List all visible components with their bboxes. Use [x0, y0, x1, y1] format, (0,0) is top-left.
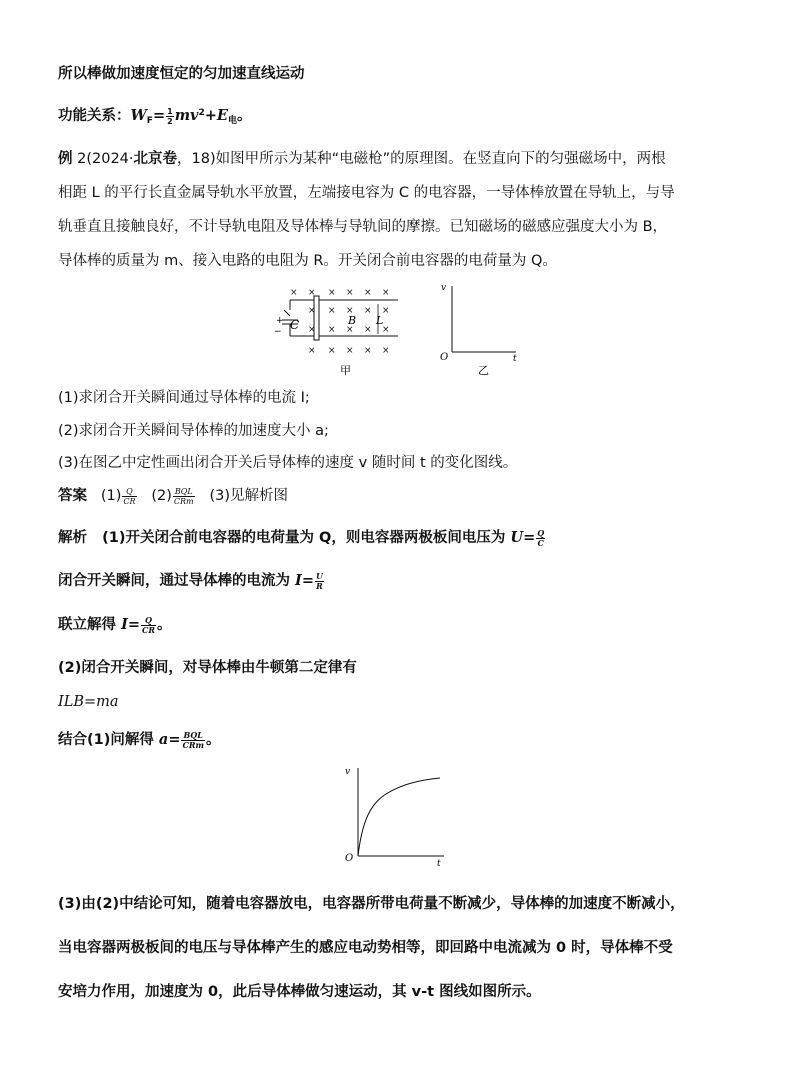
- analysis-p5: ILB=ma: [58, 694, 119, 710]
- magnetic-field-crosses: [290, 288, 390, 356]
- analysis-p7-line3: 安培力作用，加速度为 0，此后导体棒做匀速运动，其 v-t 图线如图所示。: [58, 984, 541, 1000]
- cross: ×: [308, 288, 316, 298]
- cross: ×: [346, 325, 354, 335]
- e-subscript: 电: [227, 116, 237, 126]
- capacitor-label: C: [290, 318, 300, 332]
- cross: ×: [364, 306, 372, 316]
- cross: ×: [308, 306, 316, 316]
- switch-icon: [284, 310, 290, 316]
- answer-2-prefix: (2): [151, 488, 172, 504]
- figure-circuit-and-axes: [260, 280, 530, 380]
- answer-2-fraction: $\frac{\text{BQL}}{\text{CRm}}$: [173, 486, 194, 506]
- source-open: (2024·: [86, 151, 134, 167]
- cross: ×: [328, 346, 336, 356]
- example-label: 例: [58, 151, 73, 167]
- cross: ×: [382, 346, 390, 356]
- cross: ×: [346, 288, 354, 298]
- period: 。: [205, 732, 221, 748]
- current-var: I: [295, 572, 302, 589]
- analysis-p1-text: (1)开关闭合前电容器的电荷量为 Q，则电容器两极板间电压为: [102, 530, 511, 546]
- cross: ×: [308, 346, 316, 356]
- plus-e: +E: [204, 107, 228, 124]
- analysis-p2: [58, 569, 325, 591]
- end-mark: 。: [236, 108, 252, 124]
- example-text-3: 轨垂直且接触良好，不计导轨电阻及导体棒与导轨间的摩擦。已知磁场的磁感应强度大小为 B，: [58, 219, 668, 235]
- energy-relation: [58, 104, 251, 126]
- equals: =: [523, 530, 536, 546]
- heading: 所以棒做加速度恒定的匀加速直线运动: [58, 66, 305, 82]
- cross: ×: [346, 306, 354, 316]
- cross: ×: [328, 288, 336, 298]
- example-text-1: 如图甲所示为某种“电磁枪”的原理图。在竖直向下的匀强磁场中，两根: [215, 151, 666, 167]
- v-label: v: [345, 767, 351, 777]
- plus-sign: +: [276, 316, 284, 326]
- cross: ×: [382, 306, 390, 316]
- half-fraction: $\frac{1}{2}$: [167, 106, 173, 126]
- mv-term: mv: [174, 107, 199, 124]
- cross: ×: [382, 325, 390, 335]
- cross: ×: [364, 325, 372, 335]
- analysis-p3: [58, 613, 172, 635]
- cross: ×: [364, 346, 372, 356]
- cross: ×: [308, 325, 316, 335]
- width-label: L: [376, 314, 384, 327]
- analysis-p7-line1: (3)由(2)中结论可知，随着电容器放电，电容器所带电荷量不断减少，导体棒的加速度不断减小，: [58, 896, 685, 912]
- example-text-4: 导体棒的质量为 m、接入电路的电阻为 R。开关闭合前电容器的电荷量为 Q。: [58, 253, 557, 269]
- t-label: t: [513, 354, 517, 364]
- analysis-p4: (2)闭合开关瞬间，对导体棒由牛顿第二定律有: [58, 660, 357, 676]
- analysis-p6-text: 结合(1)问解得: [58, 732, 159, 748]
- example-paragraph: [58, 142, 718, 278]
- accel-fraction: $\frac{\text{BQL}}{\text{CRm}}$: [182, 729, 204, 750]
- answer-3: (3)见解析图: [209, 488, 289, 504]
- analysis-p7: [58, 882, 718, 1014]
- equals: =: [168, 732, 181, 748]
- t-label: t: [437, 859, 441, 866]
- current-var-2: I: [121, 616, 128, 633]
- equals: =: [301, 573, 314, 589]
- current-fraction: $\frac{U}{R}$: [316, 570, 323, 591]
- equals: =: [127, 617, 141, 633]
- origin-label: O: [345, 853, 354, 864]
- example-number: 2: [77, 151, 87, 167]
- current-fraction-2: $\frac{Q}{CR}$: [142, 614, 156, 635]
- velocity-curve: [358, 778, 440, 856]
- minus-sign: −: [274, 327, 282, 337]
- example-text-2: 相距 L 的平行长直金属导轨水平放置，左端接电容为 C 的电容器，一导体棒放置在导轨上，与导: [58, 185, 675, 201]
- analysis-p2-text: 闭合开关瞬间，通过导体棒的电流为: [58, 573, 296, 589]
- cross: ×: [382, 288, 390, 298]
- cross: ×: [328, 325, 336, 335]
- answer-line: [58, 484, 288, 506]
- answer-1-prefix: (1): [100, 488, 122, 504]
- period: 。: [157, 617, 172, 633]
- cross: ×: [346, 346, 354, 356]
- work-symbol: W: [130, 107, 147, 124]
- analysis-label: 解析: [58, 530, 87, 546]
- question-2: (2)求闭合开关瞬间导体棒的加速度大小 a;: [58, 423, 329, 439]
- answer-label: 答案: [58, 488, 87, 504]
- analysis-p6: [58, 728, 220, 750]
- answer-1-fraction: $\frac{Q}{CR}$: [123, 486, 136, 506]
- label-yi: 乙: [478, 364, 489, 377]
- equals: =: [152, 108, 166, 124]
- field-label: B: [348, 314, 357, 327]
- question-3: (3)在图乙中定性画出闭合开关后导体棒的速度 v 随时间 t 的变化图线。: [58, 455, 518, 471]
- figure-vt-curve: [340, 762, 450, 866]
- cross: ×: [290, 288, 298, 298]
- cross: ×: [328, 306, 336, 316]
- work-subscript: F: [146, 116, 153, 126]
- origin-label: O: [440, 352, 449, 363]
- question-1: (1)求闭合开关瞬间通过导体棒的电流 I;: [58, 390, 310, 406]
- cross: ×: [364, 288, 372, 298]
- square: 2: [198, 108, 205, 118]
- voltage-var: U: [510, 529, 524, 546]
- source-close: ，18): [177, 151, 216, 167]
- analysis-p1: [58, 526, 546, 548]
- source-name: 北京卷: [133, 151, 178, 167]
- voltage-fraction: $\frac{Q}{C}$: [537, 527, 545, 548]
- analysis-p3-text: 联立解得: [58, 617, 122, 633]
- energy-label: 功能关系：: [58, 108, 131, 124]
- v-label: v: [441, 283, 447, 293]
- label-jia: 甲: [340, 364, 351, 377]
- analysis-p7-line2: 当电容器两极板间的电压与导体棒产生的感应电动势相等，即回路中电流减为 0 时，导体棒不受: [58, 940, 673, 956]
- accel-var: a: [158, 731, 169, 748]
